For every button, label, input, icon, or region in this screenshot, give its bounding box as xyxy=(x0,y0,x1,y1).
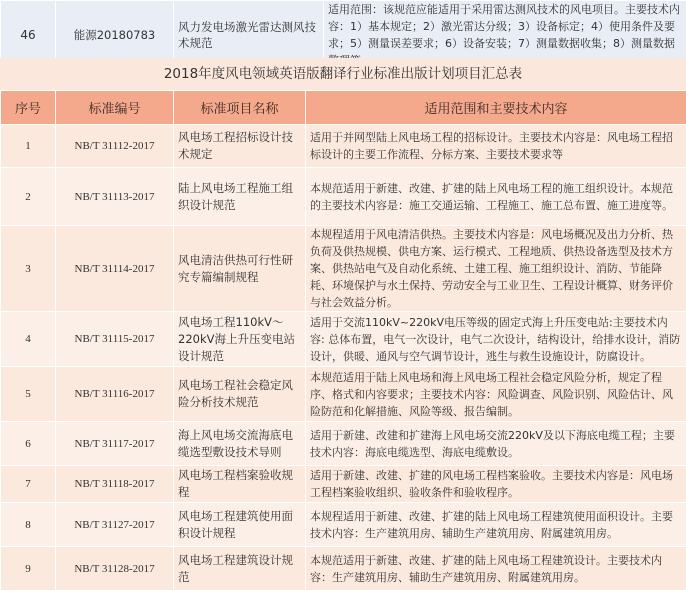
table-row xyxy=(1,312,686,367)
table-row xyxy=(1,466,686,503)
standard-scope: 适用于新建、改建、扩建的风电场工程档案验收。主要技术内容是：风电场工程档案验收组织、验收条件和验收程序。 xyxy=(306,466,686,503)
standard-code: NB/T 31117-2017 xyxy=(56,422,174,466)
standard-code: NB/T 31118-2017 xyxy=(56,466,174,503)
row-number: 3 xyxy=(1,226,56,312)
standard-name: 风电场工程建筑设计规范 xyxy=(174,547,306,591)
standard-name: 风电清洁供热可行性研究专篇编制规程 xyxy=(174,226,306,312)
header-code: 标准编号 xyxy=(56,91,174,125)
standard-name: 风力发电场激光雷达测风技术规范 xyxy=(174,1,324,70)
table-row xyxy=(1,125,686,168)
row-number: 2 xyxy=(1,168,56,226)
row-number: 8 xyxy=(1,503,56,547)
row-number: 4 xyxy=(1,312,56,367)
standard-scope: 适用范围：该规范应能适用于采用雷达测风技术的风电项目。主要技术内容：1）基本规定；2）激光雷达分级；3）设备标定；4）使用条件及要求；5）测量误差要求；6）设备安装；7）测量数据收集；8）测量数据 xyxy=(324,1,686,70)
table-row xyxy=(1,503,686,547)
table-row xyxy=(1,168,686,226)
header-scope: 适用范围和主要技术内容 xyxy=(306,91,686,125)
standard-code: NB/T 31113-2017 xyxy=(56,168,174,226)
standard-name: 风电场工程招标设计技术规定 xyxy=(174,125,306,168)
header-name: 标准项目名称 xyxy=(174,91,306,125)
standard-scope: 本规程适用于新建、改建、扩建的陆上风电场工程建筑使用面积设计。主要技术内容：生产建筑用房、辅助生产建筑用房、附属建筑用房。 xyxy=(306,503,686,547)
standard-scope: 适用于并网型陆上风电场工程的招标设计。主要技术内容是：风电场工程招标设计的主要工作流程、分标方案、主要技术要求等 xyxy=(306,125,686,168)
standard-scope: 适用于交流110kV~220kV电压等级的固定式海上升压变电站:主要技术内容: 总体布置，电气一次设计，电气二次设计，结构设计，给排水设计，消防设计，供暖、通风与空气调节设计，逃生与救生设施设计，防腐设计。 xyxy=(306,312,686,367)
standard-scope: 本规范适用于陆上风电场和海上风电场工程社会稳定风险分析，规定了程序、格式和内容要求；主要技术内容：风险调查、风险识别、风险估计、风险防范和化解措施、风险等级、报告编制。 xyxy=(306,367,686,422)
standard-name: 风电场工程社会稳定风险分析技术规范 xyxy=(174,367,306,422)
row-number: 7 xyxy=(1,466,56,503)
table-row xyxy=(1,547,686,591)
standard-scope: 适用于新建、改建和扩建海上风电场交流220kV及以下海底电缆工程；主要技术内容：海底电缆选型、海底电缆敷设。 xyxy=(306,422,686,466)
standard-scope: 本规范适用于新建、改建、扩建的陆上风电场工程的施工组织设计。本规范的主要技术内容是：施工交通运输、工程施工、施工总布置、施工进度等。 xyxy=(306,168,686,226)
standard-scope: 本规范适用于新建、改建、扩建的陆上风电场工程建筑设计。主要技术内容：生产建筑用房、辅助生产建筑用房、附属建筑用房。 xyxy=(306,547,686,591)
table-title: 2018年度风电领域英语版翻译行业标准出版计划项目汇总表 xyxy=(0,58,686,90)
standard-code: 能源20180783 xyxy=(56,1,174,70)
row-number: 6 xyxy=(1,422,56,466)
row-number: 46 xyxy=(1,1,56,70)
table-row xyxy=(1,226,686,312)
table-row xyxy=(1,367,686,422)
standard-code: NB/T 31115-2017 xyxy=(56,312,174,367)
standard-name: 风电场工程110kV～220kV海上升压变电站设计规范 xyxy=(174,312,306,367)
standard-name: 风电场工程档案验收规程 xyxy=(174,466,306,503)
row-number: 1 xyxy=(1,125,56,168)
standard-code: NB/T 31116-2017 xyxy=(56,367,174,422)
row-number: 9 xyxy=(1,547,56,591)
standard-code: NB/T 31112-2017 xyxy=(56,125,174,168)
table-header-row xyxy=(1,91,686,125)
standards-table xyxy=(0,90,686,591)
row-number: 5 xyxy=(1,367,56,422)
standard-code: NB/T 31128-2017 xyxy=(56,547,174,591)
standard-name: 风电场工程建筑使用面积设计规程 xyxy=(174,503,306,547)
standard-code: NB/T 31114-2017 xyxy=(56,226,174,312)
standard-name: 陆上风电场工程施工组织设计规范 xyxy=(174,168,306,226)
standard-code: NB/T 31127-2017 xyxy=(56,503,174,547)
table-row xyxy=(1,422,686,466)
standard-scope: 本规程适用于风电清洁供热。主要技术内容是：风电场概况及出力分析、热负荷及供热规模、供电方案、运行模式、工程地质、供热设备选型及技术方案、供热站电气及自动化系统、土建工程、施工组织设计、消防、节能降耗、环境保护与水土保持、劳动安全与工业卫生、工程设计概算、财务评价与社会效益分析。 xyxy=(306,226,686,312)
standard-name: 海上风电场交流海底电缆选型敷设技术导则 xyxy=(174,422,306,466)
header-no: 序号 xyxy=(1,91,56,125)
